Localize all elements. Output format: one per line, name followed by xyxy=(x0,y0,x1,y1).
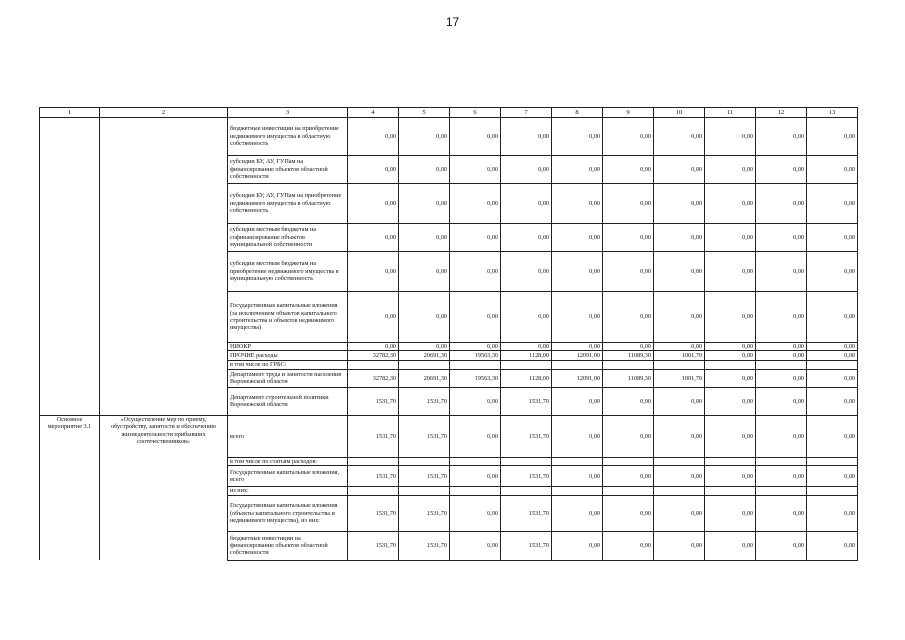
row-label: бюджетные инвестиции на приобретение недвижимого имущества в областную собственность xyxy=(228,118,348,156)
value-cell: 0,00 xyxy=(807,495,858,531)
activity-name-cell xyxy=(100,156,228,184)
value-cell xyxy=(348,361,399,369)
value-cell: 0,00 xyxy=(552,415,603,457)
value-cell: 1531,70 xyxy=(399,415,450,457)
value-cell: 0,00 xyxy=(654,466,705,487)
value-cell: 1128,00 xyxy=(501,351,552,361)
value-cell: 1531,70 xyxy=(348,415,399,457)
value-cell: 0,00 xyxy=(552,118,603,156)
value-cell: 0,00 xyxy=(552,343,603,351)
value-cell: 11089,30 xyxy=(603,369,654,387)
page-number: 17 xyxy=(445,15,460,29)
value-cell: 0,00 xyxy=(756,351,807,361)
row-label: субсидии местным бюджетам на приобретение недвижимого имущества в муниципальную собственность xyxy=(228,252,348,292)
value-cell: 0,00 xyxy=(807,118,858,156)
value-cell: 0,00 xyxy=(705,351,756,361)
value-cell: 0,00 xyxy=(501,224,552,252)
value-cell: 32782,30 xyxy=(348,369,399,387)
activity-code-cell xyxy=(40,118,100,156)
value-cell: 0,00 xyxy=(348,224,399,252)
value-cell: 0,00 xyxy=(705,184,756,224)
table-row xyxy=(40,343,858,351)
value-cell: 0,00 xyxy=(501,252,552,292)
value-cell: 0,00 xyxy=(552,387,603,415)
value-cell: 0,00 xyxy=(654,118,705,156)
value-cell: 0,00 xyxy=(450,531,501,560)
value-cell: 0,00 xyxy=(501,156,552,184)
value-cell: 0,00 xyxy=(450,184,501,224)
value-cell: 0,00 xyxy=(603,292,654,343)
value-cell: 0,00 xyxy=(552,184,603,224)
value-cell: 0,00 xyxy=(705,415,756,457)
value-cell: 0,00 xyxy=(705,387,756,415)
value-cell: 0,00 xyxy=(603,466,654,487)
value-cell: 0,00 xyxy=(399,156,450,184)
value-cell: 0,00 xyxy=(654,156,705,184)
table-row xyxy=(40,361,858,369)
value-cell: 0,00 xyxy=(654,184,705,224)
activity-code-cell xyxy=(40,466,100,487)
value-cell: 0,00 xyxy=(705,156,756,184)
table-row xyxy=(40,457,858,465)
value-cell xyxy=(552,487,603,495)
table-row xyxy=(40,118,858,156)
table-row xyxy=(40,184,858,224)
value-cell: 1128,00 xyxy=(501,369,552,387)
value-cell: 0,00 xyxy=(756,531,807,560)
value-cell xyxy=(501,457,552,465)
value-cell: 0,00 xyxy=(603,343,654,351)
activity-code-cell xyxy=(40,184,100,224)
value-cell xyxy=(807,457,858,465)
value-cell xyxy=(603,361,654,369)
value-cell: 12091,00 xyxy=(552,369,603,387)
value-cell: 0,00 xyxy=(705,292,756,343)
value-cell: 0,00 xyxy=(654,387,705,415)
value-cell: 0,00 xyxy=(756,369,807,387)
value-cell: 19563,30 xyxy=(450,351,501,361)
value-cell: 1531,70 xyxy=(501,495,552,531)
value-cell: 0,00 xyxy=(603,531,654,560)
activity-name-cell xyxy=(100,361,228,369)
value-cell xyxy=(705,487,756,495)
value-cell: 0,00 xyxy=(756,224,807,252)
value-cell: 0,00 xyxy=(705,495,756,531)
value-cell: 0,00 xyxy=(450,292,501,343)
table-row xyxy=(40,156,858,184)
column-header: 6 xyxy=(450,108,501,118)
value-cell xyxy=(807,361,858,369)
value-cell: 0,00 xyxy=(399,252,450,292)
activity-code-cell xyxy=(40,224,100,252)
row-label: Департамент труда и занятости населения Воронежской области xyxy=(228,369,348,387)
value-cell: 0,00 xyxy=(552,224,603,252)
value-cell: 0,00 xyxy=(756,118,807,156)
column-header: 2 xyxy=(100,108,228,118)
value-cell: 0,00 xyxy=(603,184,654,224)
value-cell: 0,00 xyxy=(807,415,858,457)
value-cell xyxy=(348,487,399,495)
row-label: из них: xyxy=(228,487,348,495)
value-cell xyxy=(654,487,705,495)
value-cell: 0,00 xyxy=(756,415,807,457)
activity-code-cell xyxy=(40,351,100,361)
value-cell: 0,00 xyxy=(552,252,603,292)
value-cell: 0,00 xyxy=(807,369,858,387)
value-cell: 0,00 xyxy=(756,387,807,415)
activity-name-cell xyxy=(100,292,228,343)
row-label: Департамент строительной политики Воронежской области xyxy=(228,387,348,415)
activity-name-cell xyxy=(100,343,228,351)
activity-name-cell xyxy=(100,224,228,252)
value-cell: 0,00 xyxy=(654,292,705,343)
value-cell xyxy=(501,361,552,369)
table-row xyxy=(40,495,858,531)
value-cell xyxy=(552,457,603,465)
value-cell: 0,00 xyxy=(399,224,450,252)
row-label: НИОКР xyxy=(228,343,348,351)
value-cell: 0,00 xyxy=(603,118,654,156)
value-cell: 1001,70 xyxy=(654,351,705,361)
activity-code-cell xyxy=(40,495,100,531)
table-row xyxy=(40,351,858,361)
value-cell: 0,00 xyxy=(348,252,399,292)
table-row xyxy=(40,415,858,457)
value-cell xyxy=(705,361,756,369)
value-cell: 0,00 xyxy=(756,466,807,487)
value-cell: 0,00 xyxy=(807,343,858,351)
value-cell: 0,00 xyxy=(654,224,705,252)
column-header: 7 xyxy=(501,108,552,118)
value-cell: 0,00 xyxy=(450,252,501,292)
value-cell xyxy=(705,457,756,465)
activity-code-cell xyxy=(40,531,100,560)
budget-table xyxy=(39,107,858,561)
value-cell: 0,00 xyxy=(756,292,807,343)
value-cell: 0,00 xyxy=(807,531,858,560)
value-cell xyxy=(348,457,399,465)
activity-name-cell xyxy=(100,495,228,531)
activity-name-cell xyxy=(100,531,228,560)
value-cell: 0,00 xyxy=(807,156,858,184)
value-cell: 1531,70 xyxy=(348,531,399,560)
value-cell xyxy=(756,361,807,369)
value-cell: 1531,70 xyxy=(399,495,450,531)
activity-name-cell xyxy=(100,457,228,465)
value-cell: 0,00 xyxy=(807,387,858,415)
value-cell: 0,00 xyxy=(705,343,756,351)
column-header: 5 xyxy=(399,108,450,118)
value-cell: 1531,70 xyxy=(348,387,399,415)
value-cell: 0,00 xyxy=(654,415,705,457)
value-cell: 0,00 xyxy=(603,495,654,531)
value-cell: 20691,30 xyxy=(399,351,450,361)
value-cell: 0,00 xyxy=(654,531,705,560)
value-cell: 0,00 xyxy=(807,224,858,252)
activity-name-cell xyxy=(100,351,228,361)
value-cell: 0,00 xyxy=(603,415,654,457)
value-cell: 0,00 xyxy=(603,156,654,184)
value-cell xyxy=(552,361,603,369)
activity-code-cell xyxy=(40,369,100,387)
value-cell: 1531,70 xyxy=(399,466,450,487)
value-cell: 0,00 xyxy=(807,351,858,361)
activity-code-cell xyxy=(40,387,100,415)
value-cell xyxy=(756,487,807,495)
value-cell: 0,00 xyxy=(705,252,756,292)
table-row xyxy=(40,387,858,415)
column-header: 13 xyxy=(807,108,858,118)
value-cell: 0,00 xyxy=(552,531,603,560)
value-cell: 0,00 xyxy=(552,466,603,487)
value-cell xyxy=(603,487,654,495)
value-cell: 1531,70 xyxy=(501,387,552,415)
value-cell: 0,00 xyxy=(399,343,450,351)
activity-code-cell xyxy=(40,156,100,184)
activity-name-cell xyxy=(100,387,228,415)
row-label: Государственные капитальные вложения (за исключением объектов капитального строительства и объектов недвижимого имущества) xyxy=(228,292,348,343)
value-cell: 0,00 xyxy=(705,118,756,156)
value-cell: 0,00 xyxy=(450,495,501,531)
value-cell: 1531,70 xyxy=(399,387,450,415)
table-row xyxy=(40,224,858,252)
value-cell xyxy=(450,361,501,369)
value-cell: 1531,70 xyxy=(399,531,450,560)
value-cell: 0,00 xyxy=(756,343,807,351)
value-cell: 0,00 xyxy=(654,343,705,351)
value-cell xyxy=(654,361,705,369)
row-label: в том числе по ГРБС: xyxy=(228,361,348,369)
activity-name-cell xyxy=(100,466,228,487)
value-cell: 12091,00 xyxy=(552,351,603,361)
value-cell: 0,00 xyxy=(348,292,399,343)
value-cell: 0,00 xyxy=(501,118,552,156)
row-label: бюджетные инвестиции на финансирование объектов областной собственности xyxy=(228,531,348,560)
value-cell: 0,00 xyxy=(348,184,399,224)
activity-name-cell xyxy=(100,252,228,292)
value-cell: 1531,70 xyxy=(501,531,552,560)
value-cell: 0,00 xyxy=(399,118,450,156)
value-cell xyxy=(450,487,501,495)
value-cell: 1531,70 xyxy=(501,415,552,457)
column-header: 12 xyxy=(756,108,807,118)
table-row xyxy=(40,487,858,495)
activity-name-cell xyxy=(100,118,228,156)
column-header: 8 xyxy=(552,108,603,118)
activity-name-cell xyxy=(100,487,228,495)
row-label: Государственные капитальные вложения, всего xyxy=(228,466,348,487)
activity-code-cell xyxy=(40,361,100,369)
row-label: в том числе по статьям расходов: xyxy=(228,457,348,465)
table-row xyxy=(40,292,858,343)
value-cell: 0,00 xyxy=(501,343,552,351)
header-row xyxy=(40,108,858,118)
value-cell xyxy=(399,457,450,465)
value-cell: 0,00 xyxy=(756,156,807,184)
value-cell: 0,00 xyxy=(501,292,552,343)
table-row xyxy=(40,466,858,487)
value-cell: 0,00 xyxy=(399,184,450,224)
activity-name-cell: «Осуществление мер по приему, обустройству, занятости и обеспечению жизнедеятельности прибывших соотечественников» xyxy=(100,415,228,457)
row-label: Государственные капитальные вложения (объекты капитального строительства и недвижимого имущества), из них: xyxy=(228,495,348,531)
column-header: 11 xyxy=(705,108,756,118)
value-cell: 0,00 xyxy=(807,184,858,224)
value-cell: 0,00 xyxy=(807,252,858,292)
value-cell: 20691,30 xyxy=(399,369,450,387)
column-header: 4 xyxy=(348,108,399,118)
value-cell xyxy=(450,457,501,465)
value-cell: 0,00 xyxy=(603,224,654,252)
column-header: 10 xyxy=(654,108,705,118)
value-cell: 0,00 xyxy=(807,466,858,487)
value-cell: 0,00 xyxy=(552,495,603,531)
table-body xyxy=(40,118,858,561)
value-cell: 0,00 xyxy=(807,292,858,343)
table-row xyxy=(40,252,858,292)
value-cell xyxy=(603,457,654,465)
activity-code-cell xyxy=(40,292,100,343)
value-cell: 0,00 xyxy=(552,156,603,184)
column-header: 9 xyxy=(603,108,654,118)
value-cell: 0,00 xyxy=(654,252,705,292)
value-cell: 0,00 xyxy=(450,224,501,252)
row-label: ПРОЧИЕ расходы xyxy=(228,351,348,361)
value-cell: 1531,70 xyxy=(348,466,399,487)
value-cell: 0,00 xyxy=(450,343,501,351)
value-cell: 0,00 xyxy=(450,466,501,487)
value-cell: 0,00 xyxy=(654,495,705,531)
column-header: 3 xyxy=(228,108,348,118)
value-cell: 0,00 xyxy=(348,343,399,351)
row-label: субсидии БУ, АУ, ГУПам на приобретение недвижимого имущества в областную собственность xyxy=(228,184,348,224)
value-cell: 0,00 xyxy=(450,387,501,415)
value-cell: 0,00 xyxy=(399,292,450,343)
value-cell: 0,00 xyxy=(348,156,399,184)
value-cell: 0,00 xyxy=(501,184,552,224)
activity-name-cell xyxy=(100,184,228,224)
activity-code-cell: Основное мероприятие 3.1 xyxy=(40,415,100,457)
row-label: субсидии БУ, АУ, ГУПам на финансирование объектов областной собственности xyxy=(228,156,348,184)
value-cell: 0,00 xyxy=(450,156,501,184)
value-cell: 0,00 xyxy=(603,387,654,415)
value-cell: 0,00 xyxy=(705,466,756,487)
value-cell: 1531,70 xyxy=(501,466,552,487)
row-label: всего xyxy=(228,415,348,457)
table-row xyxy=(40,531,858,560)
value-cell: 0,00 xyxy=(552,292,603,343)
value-cell: 0,00 xyxy=(450,415,501,457)
activity-name-cell xyxy=(100,369,228,387)
value-cell: 0,00 xyxy=(348,118,399,156)
activity-code-cell xyxy=(40,252,100,292)
value-cell: 1531,70 xyxy=(348,495,399,531)
value-cell: 19563,30 xyxy=(450,369,501,387)
value-cell: 0,00 xyxy=(705,224,756,252)
value-cell xyxy=(756,457,807,465)
value-cell: 11089,30 xyxy=(603,351,654,361)
value-cell: 32782,30 xyxy=(348,351,399,361)
row-label: субсидии местным бюджетам на софинансирование объектов муниципальной собственности xyxy=(228,224,348,252)
value-cell xyxy=(654,457,705,465)
value-cell: 0,00 xyxy=(603,252,654,292)
column-header: 1 xyxy=(40,108,100,118)
activity-code-cell xyxy=(40,457,100,465)
value-cell: 0,00 xyxy=(756,184,807,224)
activity-code-cell xyxy=(40,343,100,351)
value-cell: 0,00 xyxy=(756,495,807,531)
value-cell: 1001,70 xyxy=(654,369,705,387)
value-cell: 0,00 xyxy=(756,252,807,292)
activity-code-cell xyxy=(40,487,100,495)
value-cell xyxy=(807,487,858,495)
value-cell: 0,00 xyxy=(705,369,756,387)
value-cell xyxy=(399,487,450,495)
value-cell xyxy=(399,361,450,369)
value-cell: 0,00 xyxy=(705,531,756,560)
value-cell: 0,00 xyxy=(450,118,501,156)
table-row xyxy=(40,369,858,387)
value-cell xyxy=(501,487,552,495)
